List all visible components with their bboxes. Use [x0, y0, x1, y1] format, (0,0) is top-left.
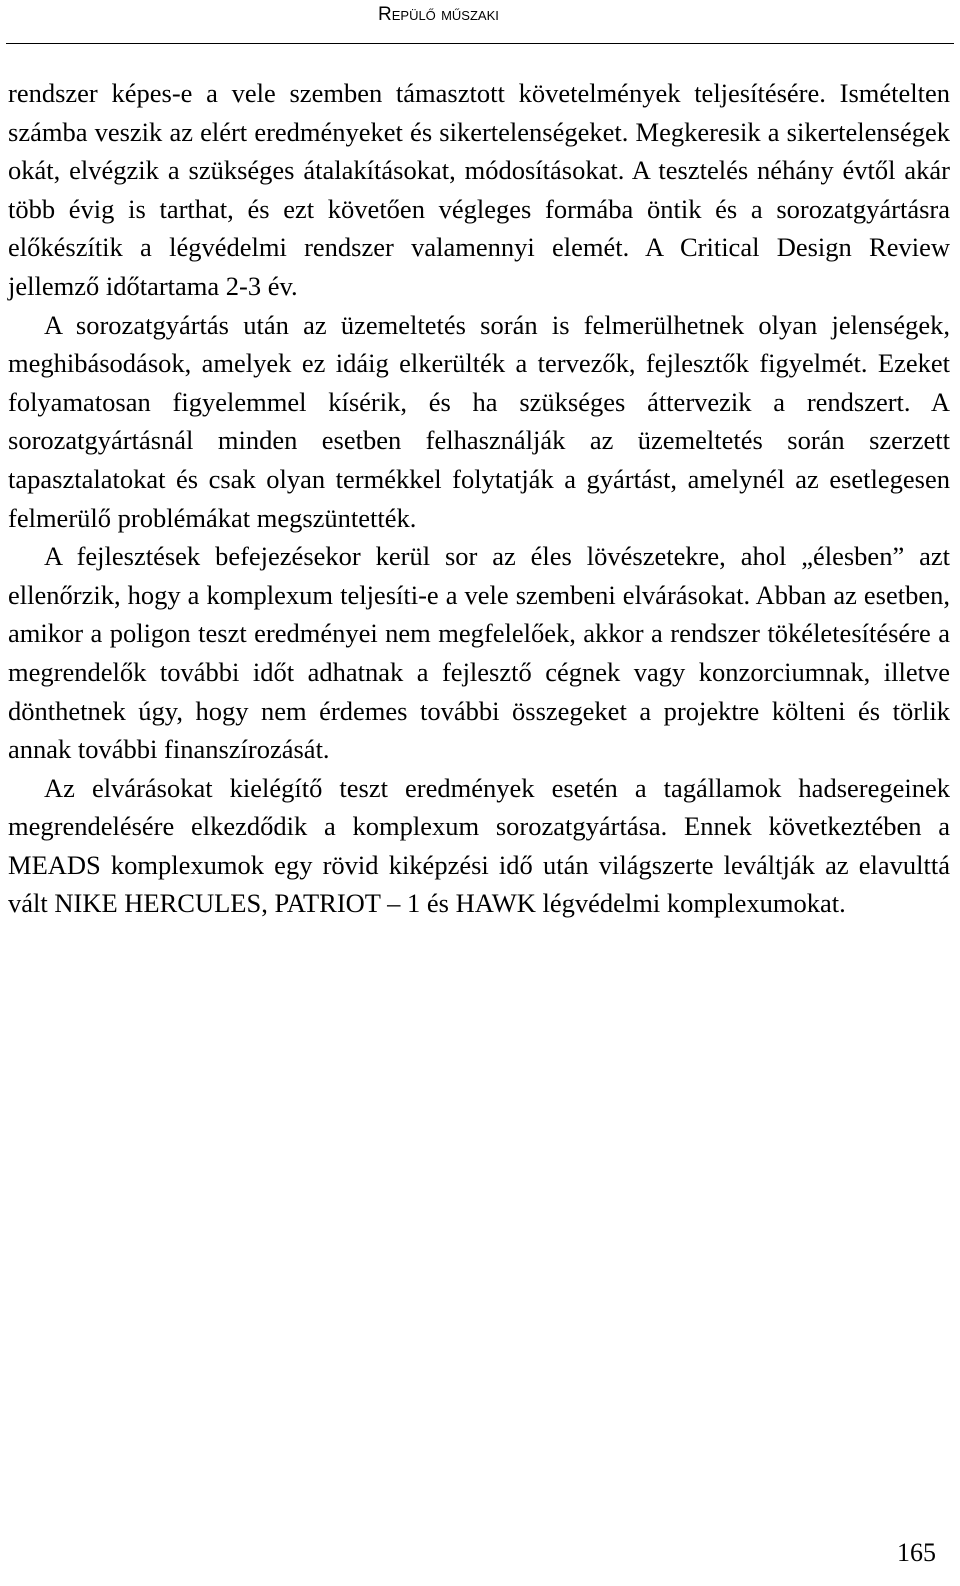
running-header-title: Repülő műszaki	[378, 4, 499, 25]
paragraph-1: rendszer képes-e a vele szemben támasztott követelmények teljesítésére. Ismételten számba veszik az elért eredményeket és sikertelenségeket. Megkeresik a sikertelenségek okát, elvégzik a szükséges átalakításokat, módosításokat. A tesztelés néhány évtől akár több évig is tarthat, és ezt követően végleges formába öntik és a sorozatgyártásra előkészítik a légvédelmi rendszer valamennyi elemét. A Critical Design Review jellemző időtartama 2-3 év.	[8, 78, 950, 301]
paragraph-4: Az elvárásokat kielégítő teszt eredmények esetén a tagállamok hadseregeinek megrendelésére elkezdődik a komplexum sorozatgyártása. Ennek következtében a MEADS komplexumok egy rövid kiképzési idő után világszerte leváltják az elavulttá vált NIKE HERCULES, PATRIOT – 1 és HAWK légvédelmi komplexumokat.	[8, 772, 950, 919]
header-divider	[6, 43, 954, 44]
main-text	[8, 74, 950, 923]
paragraph-3: A fejlesztések befejezésekor kerül sor az éles lövészetekre, ahol „élesben” azt ellenőrzik, hogy a komplexum teljesíti-e a vele szembeni elvárásokat. Abban az esetben, amikor a poligon teszt eredményei nem megfelelőek, akkor a rendszer tökéletesítésére a megrendelők további időt adhatnak a fejlesztő cégnek vagy konzorciumnak, illetve dönthetnek úgy, hogy nem érdemes további összegeket a projektre költeni és törlik annak további finanszírozását.	[8, 541, 950, 765]
paragraph-2: A sorozatgyártás után az üzemeltetés során is felmerülhetnek olyan jelenségek, meghibásodások, amelyek ez idáig elkerülték a tervezők, fejlesztők figyelmét. Ezeket folyamatosan figyelemmel kísérik, és ha szükséges áttervezik a rendszert. A sorozatgyártásnál minden esetben felhasználják az üzemeltetés során szerzett tapasztalatokat és csak olyan termékkel folytatják a gyártást, amelynél az esetlegesen felmerülő problémákat megszüntették.	[8, 309, 950, 533]
page-number: 165	[897, 1538, 936, 1567]
running-header	[0, 0, 960, 44]
